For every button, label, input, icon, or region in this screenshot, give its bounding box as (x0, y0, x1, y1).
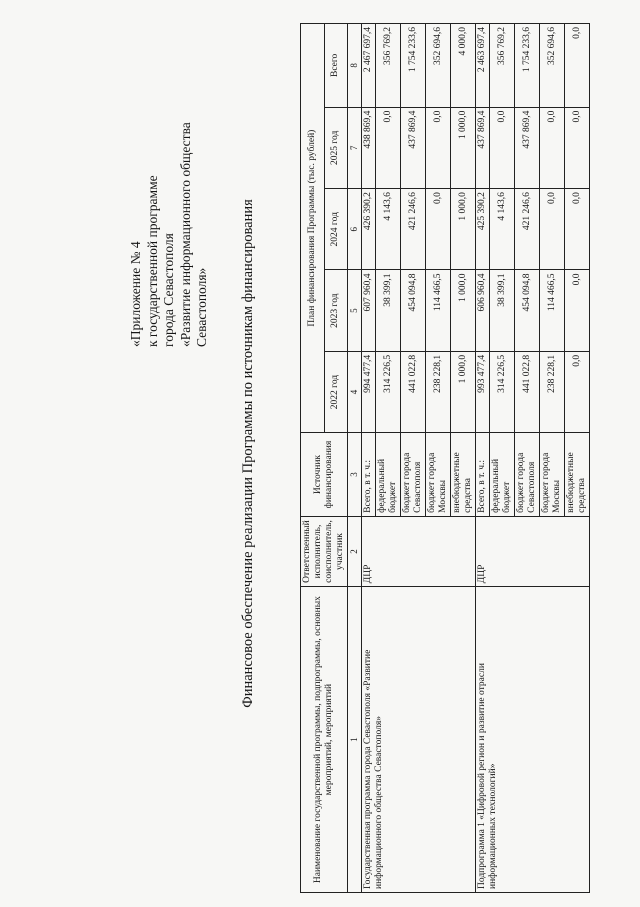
header-name: Наименование государственной программы, подпрограммы, основных мероприятий, мероприятий (301, 587, 348, 893)
value-cell: 2 467 697,4 (362, 24, 376, 108)
value-cell: 0,0 (426, 189, 451, 270)
header-2022: 2022 год (324, 351, 348, 432)
index-cell: 7 (348, 107, 362, 188)
value-cell: 0,0 (565, 189, 590, 270)
value-cell: 352 694,6 (426, 24, 451, 108)
value-cell: 454 094,8 (515, 270, 540, 351)
value-cell: 441 022,8 (515, 351, 540, 432)
index-cell: 6 (348, 189, 362, 270)
appendix-note (128, 17, 211, 347)
table-row (476, 24, 490, 893)
header-responsible: Ответственный исполнитель, соисполнитель, участник (301, 516, 348, 586)
index-cell: 4 (348, 351, 362, 432)
value-cell: 114 466,5 (426, 270, 451, 351)
header-2023: 2023 год (324, 270, 348, 351)
value-cell: 426 390,2 (362, 189, 376, 270)
value-cell: 0,0 (540, 107, 565, 188)
value-cell: 607 960,4 (362, 270, 376, 351)
value-cell: 356 769,2 (376, 24, 401, 108)
source-cell: федеральный бюджет (376, 433, 401, 517)
appendix-line-2: к государственной программе (144, 175, 160, 347)
financing-table (300, 23, 590, 893)
responsible-cell: ДЦР (362, 516, 476, 586)
value-cell: 0,0 (426, 107, 451, 188)
value-cell: 0,0 (565, 270, 590, 351)
table-body (362, 24, 590, 893)
value-cell: 1 754 233,6 (515, 24, 540, 108)
source-cell: бюджет города Севастополя (401, 433, 426, 517)
responsible-cell: ДЦР (476, 516, 590, 586)
value-cell: 1 754 233,6 (401, 24, 426, 108)
value-cell: 1 000,0 (451, 270, 476, 351)
program-name-cell: Подпрограмма 1 «Цифровой регион и развитие отрасли информационных технологий» (476, 587, 590, 893)
value-cell: 238 228,1 (426, 351, 451, 432)
value-cell: 437 869,4 (401, 107, 426, 188)
index-cell: 3 (348, 433, 362, 517)
value-cell: 0,0 (376, 107, 401, 188)
source-cell: Всего, в т. ч.: (476, 433, 490, 517)
source-cell: бюджет города Москвы (540, 433, 565, 517)
value-cell: 238 228,1 (540, 351, 565, 432)
index-cell: 1 (348, 587, 362, 893)
value-cell: 4 000,0 (451, 24, 476, 108)
table-row (362, 24, 376, 893)
value-cell: 1 000,0 (451, 351, 476, 432)
value-cell: 606 960,4 (476, 270, 490, 351)
value-cell: 352 694,6 (540, 24, 565, 108)
value-cell: 0,0 (565, 351, 590, 432)
source-cell: бюджет города Москвы (426, 433, 451, 517)
value-cell: 356 769,2 (490, 24, 515, 108)
header-2024: 2024 год (324, 189, 348, 270)
header-2025: 2025 год (324, 107, 348, 188)
value-cell: 0,0 (565, 107, 590, 188)
value-cell: 0,0 (490, 107, 515, 188)
source-cell: федеральный бюджет (490, 433, 515, 517)
appendix-line-1: «Приложение № 4 (128, 241, 143, 347)
value-cell: 438 869,4 (362, 107, 376, 188)
value-cell: 0,0 (565, 24, 590, 108)
index-cell: 8 (348, 24, 362, 108)
header-source: Источник финансирования (301, 433, 348, 517)
appendix-line-5: Севастополя» (194, 267, 209, 347)
value-cell: 0,0 (540, 189, 565, 270)
appendix-line-3: города Севастополя (161, 233, 176, 347)
program-name-cell: Государственная программа города Севастополя «Развитие информационного общества Севастополя» (362, 587, 476, 893)
appendix-line-4: «Развитие информационного общества (177, 122, 193, 347)
value-cell: 1 000,0 (451, 107, 476, 188)
source-cell: бюджет города Севастополя (515, 433, 540, 517)
value-cell: 421 246,6 (515, 189, 540, 270)
value-cell: 314 226,5 (376, 351, 401, 432)
value-cell: 38 399,1 (490, 270, 515, 351)
header-total: Всего (324, 24, 348, 108)
source-cell: внебюджетные средства (451, 433, 476, 517)
value-cell: 38 399,1 (376, 270, 401, 351)
source-cell: Всего, в т. ч.: (362, 433, 376, 517)
index-cell: 2 (348, 516, 362, 586)
value-cell: 437 869,4 (476, 107, 490, 188)
source-cell: внебюджетные средства (565, 433, 590, 517)
value-cell: 4 143,6 (376, 189, 401, 270)
value-cell: 437 869,4 (515, 107, 540, 188)
value-cell: 993 477,4 (476, 351, 490, 432)
value-cell: 314 226,5 (490, 351, 515, 432)
value-cell: 421 246,6 (401, 189, 426, 270)
index-cell: 5 (348, 270, 362, 351)
value-cell: 425 390,2 (476, 189, 490, 270)
header-plan: План финансирования Программы (тыс. рублей) (301, 24, 325, 433)
value-cell: 1 000,0 (451, 189, 476, 270)
value-cell: 4 143,6 (490, 189, 515, 270)
value-cell: 454 094,8 (401, 270, 426, 351)
document-title: Финансовое обеспечение реализации Программы по источникам финансирования (240, 199, 256, 708)
value-cell: 2 463 697,4 (476, 24, 490, 108)
value-cell: 441 022,8 (401, 351, 426, 432)
value-cell: 114 466,5 (540, 270, 565, 351)
value-cell: 994 477,4 (362, 351, 376, 432)
